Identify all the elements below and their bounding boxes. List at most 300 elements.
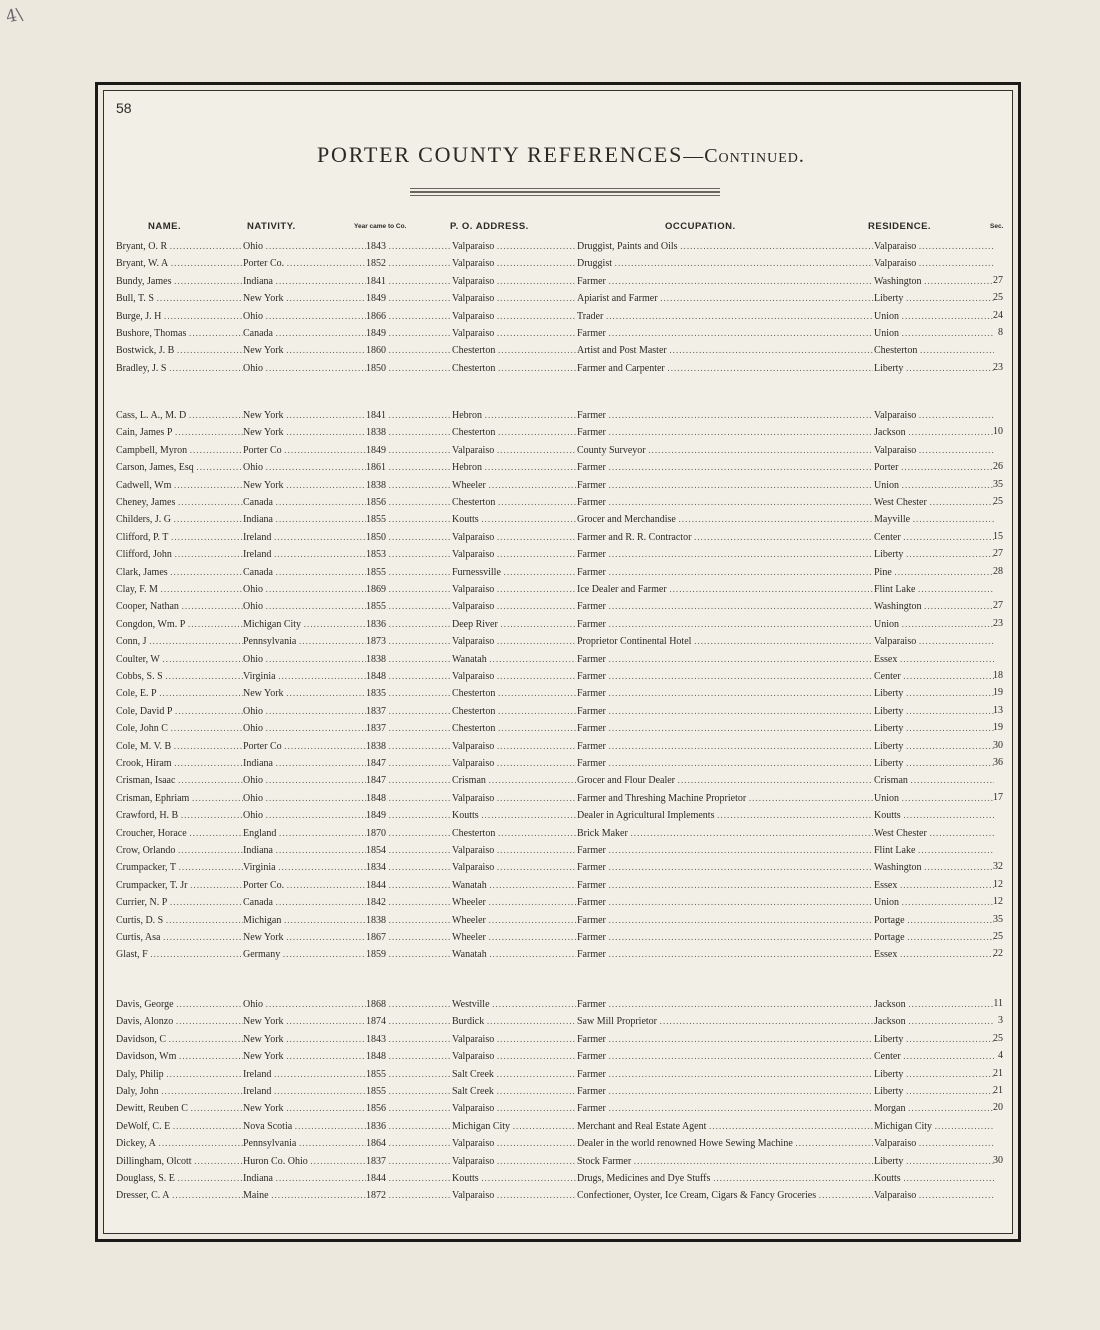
entry-section	[976, 1171, 1004, 1185]
table-row	[0, 443, 1100, 460]
entry-occupation: Dealer in the world renowned Howe Sewing Machine . . .	[577, 1136, 873, 1151]
entry-nativity: Porter Co . . .	[243, 443, 366, 458]
entry-year: 1853 . . .	[366, 547, 452, 562]
entry-year: 1861 . . .	[366, 460, 452, 475]
entry-occupation: Grocer and Merchandise . . .	[577, 512, 873, 527]
entry-section: 12	[993, 896, 1003, 908]
table-row	[0, 239, 1100, 256]
entry-residence: Liberty . . .	[874, 1032, 994, 1047]
entry-occupation: Farmer . . .	[577, 860, 873, 875]
entry-post-office: Valparaiso . . .	[452, 1049, 576, 1064]
table-row	[0, 913, 1100, 930]
entry-section: 23	[993, 361, 1003, 373]
entry-residence: Washington . . .	[874, 274, 994, 289]
entry-residence: Jackson . . .	[874, 997, 994, 1012]
entry-section: 3	[998, 1015, 1003, 1027]
table-row	[0, 1014, 1100, 1031]
header-nativity: NATIVITY.	[247, 221, 296, 232]
entry-post-office: Koutts . . .	[452, 512, 576, 527]
header-name: NAME.	[148, 221, 182, 232]
entry-post-office: Valparaiso . . .	[452, 239, 576, 254]
entry-residence: Valparaiso . . .	[874, 256, 994, 271]
entry-name: Clifford, John . . .	[116, 547, 244, 562]
entry-post-office: Chesterton . . .	[452, 721, 576, 736]
entry-year: 1843 . . .	[366, 239, 452, 254]
entry-nativity: Ohio . . .	[243, 997, 366, 1012]
entry-section: 23	[993, 617, 1003, 629]
entry-section	[976, 408, 1004, 422]
entry-name: Currier, N. P . . .	[116, 895, 244, 910]
entry-post-office: Furnessville . . .	[452, 565, 576, 580]
entry-residence: Valparaiso . . .	[874, 634, 994, 649]
entry-name: Carson, James, Esq . . .	[116, 460, 244, 475]
entry-year: 1841 . . .	[366, 274, 452, 289]
entry-nativity: Ohio . . .	[243, 652, 366, 667]
entry-residence: Liberty . . .	[874, 361, 994, 376]
entry-occupation: Proprietor Continental Hotel . . .	[577, 634, 873, 649]
entry-nativity: Indiana . . .	[243, 274, 366, 289]
entry-post-office: Valparaiso . . .	[452, 582, 576, 597]
entry-section: 25	[993, 1032, 1003, 1044]
entry-post-office: Chesterton . . .	[452, 425, 576, 440]
entry-nativity: New York . . .	[243, 478, 366, 493]
entry-occupation: Farmer . . .	[577, 686, 873, 701]
entry-residence: Mayville . . .	[874, 512, 994, 527]
entry-name: Bull, T. S . . .	[116, 291, 244, 306]
entry-name: Crumpacker, T. Jr . . .	[116, 878, 244, 893]
entry-post-office: Wanatah . . .	[452, 947, 576, 962]
entry-section: 20	[993, 1102, 1003, 1114]
table-row	[0, 1154, 1100, 1171]
entry-occupation: Stock Farmer . . .	[577, 1154, 873, 1169]
header-year: Year came to Co.	[354, 223, 407, 230]
entry-nativity: England . . .	[243, 826, 366, 841]
entry-section	[976, 1188, 1004, 1202]
entry-name: Curtis, Asa . . .	[116, 930, 244, 945]
entry-section: 19	[993, 722, 1003, 734]
entry-post-office: Hebron . . .	[452, 408, 576, 423]
table-row	[0, 478, 1100, 495]
entry-residence: Union . . .	[874, 617, 994, 632]
entry-nativity: Ohio . . .	[243, 361, 366, 376]
table-row	[0, 1188, 1100, 1205]
entry-section	[976, 652, 1004, 666]
entry-name: Cole, M. V. B . . .	[116, 739, 244, 754]
entry-nativity: Porter Co. . . .	[243, 256, 366, 271]
table-row	[0, 1032, 1100, 1049]
entry-residence: Valparaiso . . .	[874, 239, 994, 254]
entry-nativity: New York . . .	[243, 425, 366, 440]
entry-year: 1856 . . .	[366, 495, 452, 510]
entry-year: 1852 . . .	[366, 256, 452, 271]
entry-residence: Union . . .	[874, 326, 994, 341]
entry-post-office: Chesterton . . .	[452, 686, 576, 701]
entry-nativity: New York . . .	[243, 1101, 366, 1116]
entry-section: 10	[993, 426, 1003, 438]
entry-post-office: Wanatah . . .	[452, 878, 576, 893]
entry-name: Congdon, Wm. P . . .	[116, 617, 244, 632]
entry-occupation: Farmer . . .	[577, 460, 873, 475]
entry-year: 1837 . . .	[366, 1154, 452, 1169]
entry-post-office: Valparaiso . . .	[452, 756, 576, 771]
entry-nativity: Ohio . . .	[243, 721, 366, 736]
table-row	[0, 343, 1100, 360]
entry-name: Cole, David P . . .	[116, 704, 244, 719]
entry-nativity: Ohio . . .	[243, 309, 366, 324]
entry-occupation: Apiarist and Farmer . . .	[577, 291, 873, 306]
entry-section: 27	[993, 274, 1003, 286]
entry-nativity: Nova Scotia . . .	[243, 1119, 366, 1134]
entry-section: 4	[998, 1050, 1003, 1062]
entry-occupation: Farmer . . .	[577, 843, 873, 858]
entry-section	[976, 343, 1004, 357]
entry-post-office: Valparaiso . . .	[452, 1101, 576, 1116]
entry-nativity: Pennsylvania . . .	[243, 634, 366, 649]
entry-post-office: Chesterton . . .	[452, 495, 576, 510]
entry-year: 1848 . . .	[366, 669, 452, 684]
entry-year: 1856 . . .	[366, 1101, 452, 1116]
entry-year: 1848 . . .	[366, 1049, 452, 1064]
entry-residence: Valparaiso . . .	[874, 408, 994, 423]
entry-year: 1843 . . .	[366, 1032, 452, 1047]
entry-nativity: New York . . .	[243, 686, 366, 701]
entry-section: 27	[993, 600, 1003, 612]
entry-nativity: Ohio . . .	[243, 460, 366, 475]
entry-section	[976, 582, 1004, 596]
table-row	[0, 843, 1100, 860]
entry-residence: Essex . . .	[874, 652, 994, 667]
entry-section: 13	[993, 704, 1003, 716]
entry-occupation: Farmer and R. R. Contractor . . .	[577, 530, 873, 545]
entry-residence: Portage . . .	[874, 930, 994, 945]
entry-year: 1848 . . .	[366, 791, 452, 806]
entry-nativity: Maine . . .	[243, 1188, 366, 1203]
entry-year: 1849 . . .	[366, 326, 452, 341]
page-title	[317, 142, 805, 168]
entry-occupation: Farmer . . .	[577, 326, 873, 341]
entry-occupation: Druggist . . .	[577, 256, 873, 271]
entry-name: Cheney, James . . .	[116, 495, 244, 510]
entry-nativity: Ireland . . .	[243, 547, 366, 562]
entry-year: 1847 . . .	[366, 773, 452, 788]
entry-name: Dewitt, Reuben C . . .	[116, 1101, 244, 1116]
entry-name: Dickey, A . . .	[116, 1136, 244, 1151]
entry-year: 1855 . . .	[366, 599, 452, 614]
entry-section: 21	[993, 1085, 1003, 1096]
title-rule-bottom	[410, 195, 720, 196]
table-row	[0, 617, 1100, 634]
entry-nativity: Pennsylvania . . .	[243, 1136, 366, 1151]
table-row	[0, 565, 1100, 582]
entry-residence: Koutts . . .	[874, 808, 994, 823]
entry-section: 19	[993, 687, 1003, 699]
entry-section	[976, 512, 1004, 526]
entry-residence: Morgan . . .	[874, 1101, 994, 1116]
entry-occupation: Drugs, Medicines and Dye Stuffs . . .	[577, 1171, 873, 1186]
entry-residence: Essex . . .	[874, 947, 994, 962]
entry-nativity: Virginia . . .	[243, 669, 366, 684]
table-row	[0, 274, 1100, 291]
entry-year: 1847 . . .	[366, 756, 452, 771]
entry-residence: Liberty . . .	[874, 1067, 994, 1082]
entry-year: 1836 . . .	[366, 1119, 452, 1134]
entry-nativity: New York . . .	[243, 1014, 366, 1029]
entry-post-office: Wanatah . . .	[452, 652, 576, 667]
entry-residence: Liberty . . .	[874, 1154, 994, 1169]
entry-name: Davis, George . . .	[116, 997, 244, 1012]
title-rule-middle	[410, 191, 720, 193]
entry-residence: Washington . . .	[874, 599, 994, 614]
entry-section: 8	[998, 327, 1003, 338]
entry-year: 1837 . . .	[366, 721, 452, 736]
entry-post-office: Koutts . . .	[452, 1171, 576, 1186]
entry-nativity: New York . . .	[243, 1049, 366, 1064]
entry-name: Dillingham, Olcott . . .	[116, 1154, 244, 1169]
entry-section: 21	[993, 1067, 1003, 1079]
entry-post-office: Valparaiso . . .	[452, 791, 576, 806]
table-row	[0, 1049, 1100, 1066]
entry-section	[976, 1136, 1004, 1150]
table-row	[0, 547, 1100, 564]
header-section: Sec.	[990, 223, 1004, 230]
title-main: PORTER COUNTY REFERENCES	[317, 142, 684, 167]
entry-occupation: Saw Mill Proprietor . . .	[577, 1014, 873, 1029]
entry-year: 1834 . . .	[366, 860, 452, 875]
entry-occupation: Farmer . . .	[577, 652, 873, 667]
entry-name: Croucher, Horace . . .	[116, 826, 244, 841]
entry-post-office: Valparaiso . . .	[452, 1032, 576, 1047]
entry-year: 1872 . . .	[366, 1188, 452, 1203]
entry-nativity: Germany . . .	[243, 947, 366, 962]
entry-residence: Valparaiso . . .	[874, 443, 994, 458]
entry-section: 32	[993, 861, 1003, 873]
entry-year: 1836 . . .	[366, 617, 452, 632]
entry-year: 1855 . . .	[366, 512, 452, 527]
entry-occupation: Farmer . . .	[577, 913, 873, 928]
entry-year: 1867 . . .	[366, 930, 452, 945]
entry-name: Davidson, Wm . . .	[116, 1049, 244, 1064]
entry-year: 1844 . . .	[366, 1171, 452, 1186]
entry-year: 1869 . . .	[366, 582, 452, 597]
entry-residence: Washington . . .	[874, 860, 994, 875]
entry-nativity: Ireland . . .	[243, 1067, 366, 1082]
entry-name: Dresser, C. A . . .	[116, 1188, 244, 1203]
entry-name: Clifford, P. T . . .	[116, 530, 244, 545]
entry-name: Crisman, Isaac . . .	[116, 773, 244, 788]
entry-name: Douglass, S. E . . .	[116, 1171, 244, 1186]
entry-residence: Jackson . . .	[874, 425, 994, 440]
entry-year: 1837 . . .	[366, 704, 452, 719]
entry-name: Childers, J. G . . .	[116, 512, 244, 527]
entry-occupation: Druggist, Paints and Oils . . .	[577, 239, 873, 254]
entry-year: 1849 . . .	[366, 443, 452, 458]
entry-residence: Liberty . . .	[874, 547, 994, 562]
entry-post-office: Valparaiso . . .	[452, 274, 576, 289]
entry-occupation: Farmer . . .	[577, 1049, 873, 1064]
entry-name: Cadwell, Wm . . .	[116, 478, 244, 493]
entry-name: Crumpacker, T . . .	[116, 860, 244, 875]
entry-section: 25	[993, 292, 1003, 304]
entry-year: 1838 . . .	[366, 739, 452, 754]
entry-year: 1854 . . .	[366, 843, 452, 858]
entry-residence: Center . . .	[874, 530, 994, 545]
entry-section: 24	[993, 309, 1003, 321]
entry-residence: Porter . . .	[874, 460, 994, 475]
entry-nativity: Ohio . . .	[243, 773, 366, 788]
entry-post-office: Valparaiso . . .	[452, 739, 576, 754]
page-number: 58	[116, 100, 132, 116]
entry-section	[976, 826, 1004, 840]
entry-occupation: Farmer . . .	[577, 756, 873, 771]
entry-residence: Liberty . . .	[874, 1084, 994, 1099]
table-row	[0, 704, 1100, 721]
entry-post-office: Valparaiso . . .	[452, 599, 576, 614]
table-row	[0, 773, 1100, 790]
entry-name: DeWolf, C. E . . .	[116, 1119, 244, 1134]
table-row	[0, 495, 1100, 512]
entry-name: Campbell, Myron . . .	[116, 443, 244, 458]
entry-section: 15	[993, 530, 1003, 542]
entry-year: 1855 . . .	[366, 1067, 452, 1082]
entry-occupation: Farmer . . .	[577, 565, 873, 580]
entry-name: Daly, John . . .	[116, 1084, 244, 1099]
entry-year: 1849 . . .	[366, 808, 452, 823]
entry-nativity: New York . . .	[243, 930, 366, 945]
entry-nativity: Ohio . . .	[243, 704, 366, 719]
entry-section	[976, 634, 1004, 648]
entry-residence: West Chester . . .	[874, 495, 994, 510]
table-row	[0, 791, 1100, 808]
entry-occupation: County Surveyor . . .	[577, 443, 873, 458]
table-row	[0, 634, 1100, 651]
table-row	[0, 460, 1100, 477]
entry-nativity: New York . . .	[243, 343, 366, 358]
entry-post-office: Westville . . .	[452, 997, 576, 1012]
entry-nativity: Indiana . . .	[243, 756, 366, 771]
entry-section: 18	[993, 670, 1003, 681]
entry-residence: Valparaiso . . .	[874, 1136, 994, 1151]
title-continued: —Continued.	[683, 145, 805, 167]
entry-section: 27	[993, 548, 1003, 560]
entry-occupation: Confectioner, Oyster, Ice Cream, Cigars & Fancy Groceries . . .	[577, 1188, 873, 1203]
table-row	[0, 425, 1100, 442]
entry-name: Cole, John C . . .	[116, 721, 244, 736]
entry-occupation: Farmer . . .	[577, 1101, 873, 1116]
entry-section	[976, 773, 1004, 787]
entry-post-office: Valparaiso . . .	[452, 1188, 576, 1203]
table-row	[0, 1067, 1100, 1084]
table-row	[0, 686, 1100, 703]
entry-name: Cass, L. A., M. D . . .	[116, 408, 244, 423]
entry-occupation: Farmer . . .	[577, 739, 873, 754]
table-row	[0, 1119, 1100, 1136]
entry-occupation: Brick Maker . . .	[577, 826, 873, 841]
entry-nativity: New York . . .	[243, 408, 366, 423]
entry-name: Cain, James P . . .	[116, 425, 244, 440]
entry-name: Crisman, Ephriam . . .	[116, 791, 244, 806]
entry-year: 1866 . . .	[366, 309, 452, 324]
entry-nativity: Ireland . . .	[243, 1084, 366, 1099]
entry-occupation: Artist and Post Master . . .	[577, 343, 873, 358]
table-row	[0, 291, 1100, 308]
entry-section	[976, 808, 1004, 822]
entry-residence: Union . . .	[874, 309, 994, 324]
entry-year: 1844 . . .	[366, 878, 452, 893]
entry-year: 1838 . . .	[366, 652, 452, 667]
entry-residence: Koutts . . .	[874, 1171, 994, 1186]
entry-year: 1868 . . .	[366, 997, 452, 1012]
entry-residence: Liberty . . .	[874, 721, 994, 736]
entry-post-office: Valparaiso . . .	[452, 669, 576, 684]
entry-name: Bryant, W. A . . .	[116, 256, 244, 271]
table-row	[0, 1101, 1100, 1118]
entry-nativity: Michigan City . . .	[243, 617, 366, 632]
entry-name: Crawford, H. B . . .	[116, 808, 244, 823]
table-row	[0, 256, 1100, 273]
entry-post-office: Chesterton . . .	[452, 343, 576, 358]
entry-nativity: Huron Co. Ohio . . .	[243, 1154, 366, 1169]
entry-post-office: Salt Creek . . .	[452, 1067, 576, 1082]
entry-nativity: Ohio . . .	[243, 239, 366, 254]
entry-occupation: Farmer . . .	[577, 895, 873, 910]
entry-residence: Valparaiso . . .	[874, 1188, 994, 1203]
entry-occupation: Farmer . . .	[577, 669, 873, 684]
table-row	[0, 808, 1100, 825]
entry-post-office: Crisman . . .	[452, 773, 576, 788]
table-row	[0, 721, 1100, 738]
entry-nativity: Canada . . .	[243, 895, 366, 910]
entry-name: Davidson, C . . .	[116, 1032, 244, 1047]
header-residence: RESIDENCE.	[868, 221, 932, 232]
entry-post-office: Salt Creek . . .	[452, 1084, 576, 1099]
entry-post-office: Valparaiso . . .	[452, 634, 576, 649]
entry-occupation: Farmer . . .	[577, 408, 873, 423]
table-row	[0, 512, 1100, 529]
entry-residence: Portage . . .	[874, 913, 994, 928]
table-row	[0, 599, 1100, 616]
entry-occupation: Farmer . . .	[577, 1032, 873, 1047]
entry-occupation: Merchant and Real Estate Agent . . .	[577, 1119, 873, 1134]
entry-residence: Liberty . . .	[874, 739, 994, 754]
entry-nativity: New York . . .	[243, 1032, 366, 1047]
entry-post-office: Valparaiso . . .	[452, 443, 576, 458]
table-row	[0, 756, 1100, 773]
entry-occupation: Dealer in Agricultural Implements . . .	[577, 808, 873, 823]
entry-year: 1873 . . .	[366, 634, 452, 649]
entry-residence: Union . . .	[874, 478, 994, 493]
table-row	[0, 652, 1100, 669]
entry-occupation: Farmer . . .	[577, 599, 873, 614]
entry-nativity: Ohio . . .	[243, 808, 366, 823]
entry-post-office: Valparaiso . . .	[452, 1136, 576, 1151]
entry-post-office: Valparaiso . . .	[452, 1154, 576, 1169]
table-row	[0, 309, 1100, 326]
entry-residence: Center . . .	[874, 1049, 994, 1064]
entry-section: 30	[993, 739, 1003, 751]
table-row	[0, 997, 1100, 1014]
entry-section: 35	[993, 913, 1003, 925]
entry-year: 1849 . . .	[366, 291, 452, 306]
entry-occupation: Trader . . .	[577, 309, 873, 324]
entry-name: Clark, James . . .	[116, 565, 244, 580]
entry-nativity: Ireland . . .	[243, 530, 366, 545]
entry-year: 1859 . . .	[366, 947, 452, 962]
table-row	[0, 1136, 1100, 1153]
entry-section: 35	[993, 478, 1003, 490]
table-row	[0, 860, 1100, 877]
entry-occupation: Farmer . . .	[577, 1067, 873, 1082]
entry-occupation: Ice Dealer and Farmer . . .	[577, 582, 873, 597]
